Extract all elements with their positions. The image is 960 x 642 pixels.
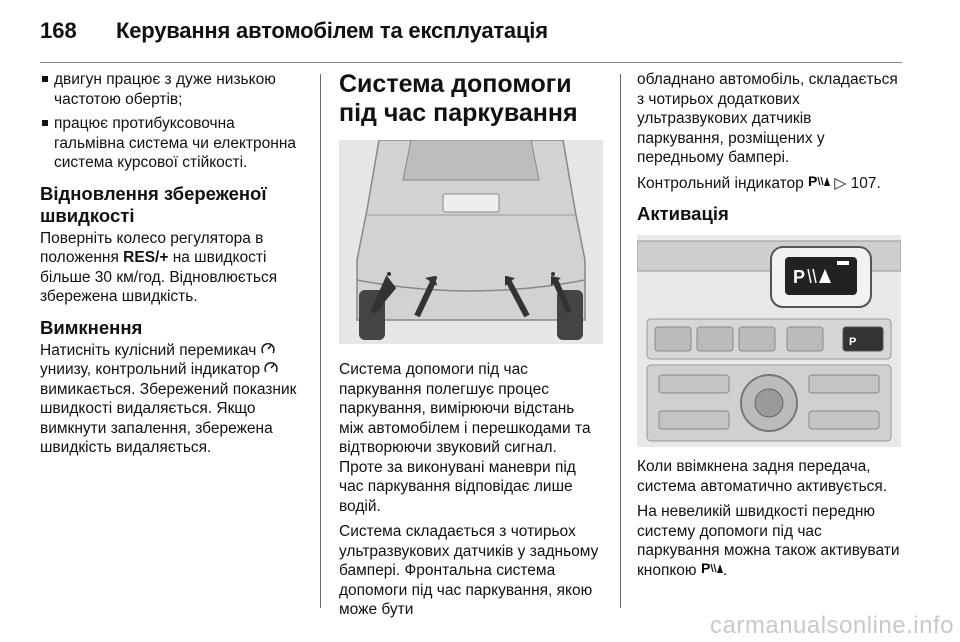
indicator-text: Контрольний індикатор P ▷ 107. [637, 173, 881, 192]
svg-text:P: P [808, 173, 818, 188]
cruise-control-icon [264, 360, 278, 380]
column-2 [339, 70, 603, 626]
page-reference-icon: ▷ [834, 174, 847, 192]
paragraph: На невеликій швидкості передню систему допомоги під час паркування можна також активувати кнопкою P . [637, 503, 900, 579]
activation-heading: Активація [637, 203, 729, 224]
off-heading: Вимкнення [40, 316, 143, 338]
page-title: Керування автомобілем та експлуатація [116, 18, 548, 43]
resume-text: Поверніть колесо регулятора в положення RES/+ на швидкості більше 30 км/год. Відновлюється збережена швидкість. [40, 229, 278, 305]
paragraph: Коли ввімкнена задня передача, система автоматично активується. [637, 458, 888, 495]
paragraph: Система складається з чотирьох ультразвукових датчиків у задньому бампері. Фронтальна система допомоги під час паркування, якою може бути [339, 523, 599, 618]
bullet-item: працює протибуксовочна гальмівна система чи електронна система курсової стійкості. [40, 114, 308, 173]
svg-text:P: P [793, 267, 806, 287]
section-heading: Система допомоги під час паркування [339, 70, 578, 127]
column-divider [320, 74, 321, 608]
page-header [40, 10, 920, 56]
paragraph: Система допомоги під час паркування полегшує процес паркування, вимірюючи відстань між автомобілем і перешкодами та відтворюючи звуковий сигнал. Проте за виконувані маневри під час паркування відповідає лише водій. [339, 361, 591, 515]
header-rule [40, 62, 902, 63]
resume-heading: Відновлення збереженої швидкості [40, 182, 267, 226]
off-text: Натисніть кулісний перемикач униизу, контрольний індикатор вимикається. Збережений показник швидкості видаляється. Якщо вимкнути запалення, збережена швидкість видаляється. [40, 341, 297, 456]
column-divider [620, 74, 621, 608]
column-1 [40, 70, 308, 464]
res-key: RES/+ [123, 249, 169, 266]
cruise-control-icon [261, 341, 275, 361]
page-number: 168 [40, 18, 77, 43]
parking-assist-icon [701, 561, 723, 581]
svg-text:P: P [849, 336, 857, 348]
column-3 [637, 70, 901, 586]
center-console-image [637, 235, 901, 447]
paragraph: обладнано автомобіль, складається з чотирьох додаткових ультразвукових датчиків паркування, розміщених у передньому бампері. [637, 71, 898, 166]
bullet-item: двигун працює з дуже низькою частотою обертів; [40, 70, 308, 109]
watermark: carmanualsonline.info [710, 612, 954, 639]
rear-bumper-sensors-image [339, 140, 603, 344]
svg-text:P: P [700, 560, 711, 575]
parking-assist-icon [808, 174, 830, 194]
